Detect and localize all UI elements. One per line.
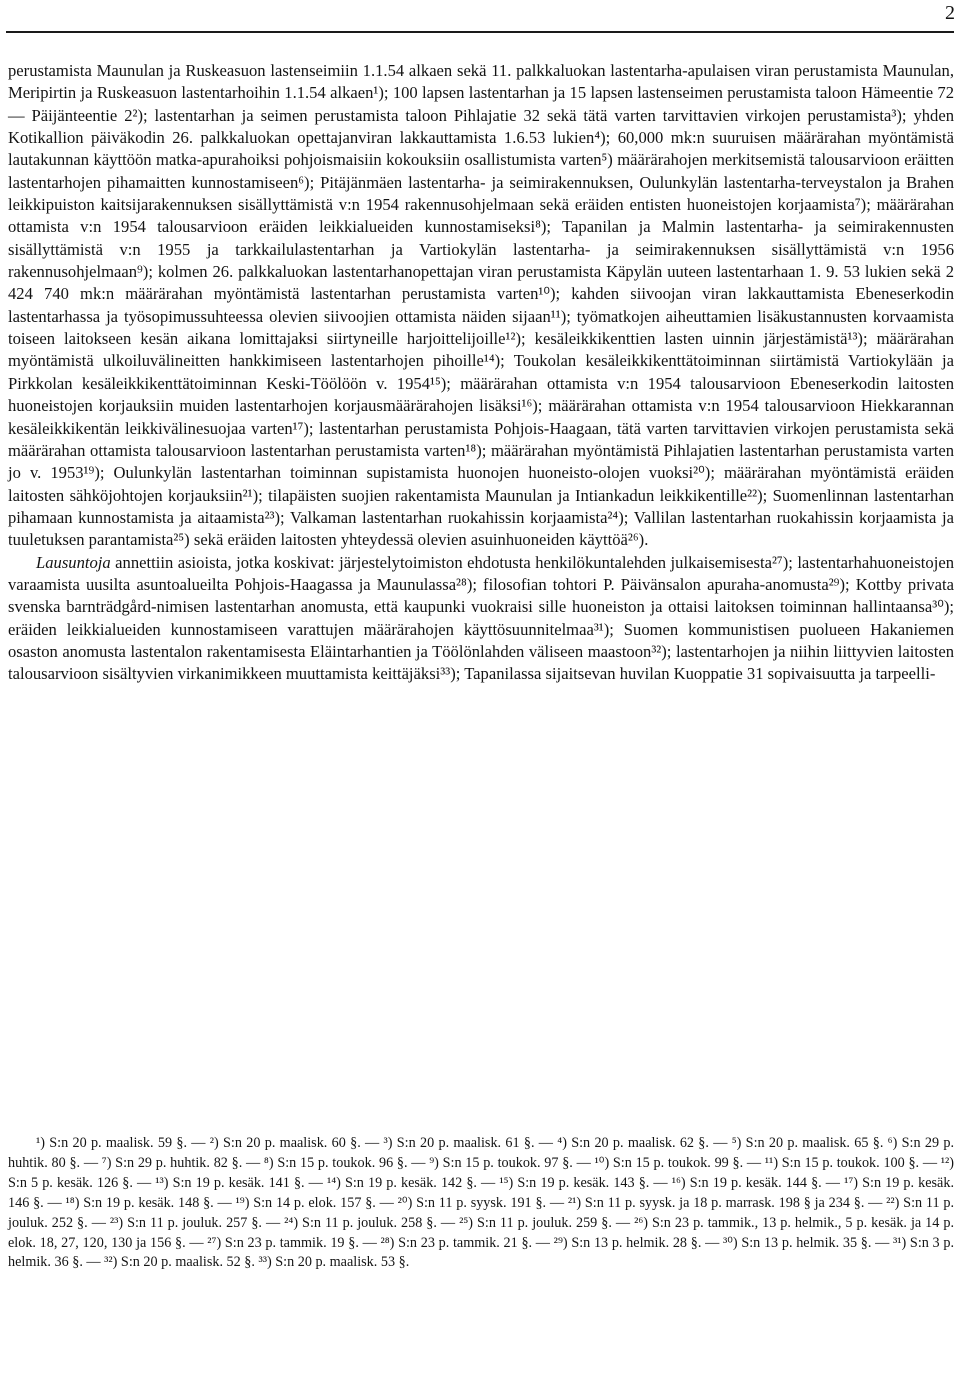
page-number: 2 (945, 2, 955, 24)
footnote-text: ¹) S:n 20 p. maalisk. 59 §. — ²) S:n 20 p. maalisk. 60 §. — ³) S:n 20 p. maalisk. 61 §. — ⁴) S:n 20 p. maalisk. 62 §. — ⁵) S:n 20 p. maalisk. 65 §. ⁶) S:n 29 p. huhtik. 80 §. — ⁷) S:n 29 p. huhtik. 82 §. — ⁸) S:n 15 p. toukok. 96 §. — ⁹) S:n 15 p. toukok. 97 §. — ¹⁰) S:n 15 p. toukok. 99 §. — ¹¹) S:n 15 p. toukok. 100 §. — ¹²) S:n 5 p. kesäk. 126 §. — ¹³) S:n 19 p. kesäk. 141 §. — ¹⁴) S:n 19 p. kesäk. 142 §. — ¹⁵) S:n 19 p. kesäk. 143 §. — ¹⁶) S:n 19 p. kesäk. 144 §. — ¹⁷) S:n 19 p. kesäk. 146 §. — ¹⁸) S:n 19 p. kesäk. 148 §. — ¹⁹) S:n 14 p. elok. 157 §. — ²⁰) S:n 11 p. syysk. 191 §. — ²¹) S:n 11 p. syysk. ja 18 p. marrask. 198 § ja 234 §. — ²²) S:n 11 p. jouluk. 252 §. — ²³) S:n 11 p. jouluk. 257 §. — ²⁴) S:n 11 p. jouluk. 258 §. — ²⁵) S:n 11 p. jouluk. 259 §. — ²⁶) S:n 23 p. tammik., 13 p. helmik., 5 p. kesäk. ja 14 p. elok. 18, 27, 120, 130 ja 156 §. — ²⁷) S:n 23 p. tammik. 19 §. — ²⁸) S:n 23 p. tammik. 21 §. — ²⁹) S:n 13 p. helmik. 28 §. — ³⁰) S:n 13 p. helmik. 35 §. — ³¹) S:n 3 p. helmik. 36 §. — ³²) S:n 20 p. maalisk. 52 §. ³³) S:n 20 p. maalisk. 53 §. (8, 1135, 954, 1271)
paragraph-text: annettiin asioista, jotka koskivat: järjestelytoimiston ehdotusta henkilökuntalehden julkaisemisesta²⁷); lastentarhahuoneistojen varaamista uusilta asuntoalueilta Pohjois-Haagassa ja Maunulassa²⁸); filosofian tohtori P. Päivänsalon apuraha-anomusta²⁹); Kottby privata svenska barnträdgård-nimisen lastentarhan anomusta, että kaupunki vuokraisi sille huoneiston ja ottaisi laitoksen toiminnan hallintaansa³⁰); eräiden leikkialueiden kunnostamiseen varattujen määrärahojen käyttösuunnitelmaa³¹); Suomen kommunistisen puolueen Hakaniemen osaston anomusta lastentalon rakentamisesta Eläintarhantien ja Töölönlahden väliseen maastoon³²); lastentarhojen ja niihin liittyvien laitosten talousarvioon sisältyvien virkanimikkeen muuttamista keittäjäksi³³); Tapanilassa sijaitsevan huvilan Kuoppatie 31 sopivaisuutta ja tarpeelli- (8, 552, 954, 684)
paragraph-lausuntoja (8, 552, 954, 686)
paragraph-lead-word: Lausuntoja (36, 552, 111, 572)
footnotes (8, 1134, 954, 1273)
paragraph-continued: perustamista Maunulan ja Ruskeasuon lastenseimiin 1.1.54 alkaen sekä 11. palkkaluokan lastentarha-apulaisen viran perustamista Maunulan, Meripirtin ja Ruskeasuon lastentarhoihin 1.1.54 alkaen¹); 100 lapsen lastentarhan ja 15 lapsen lastenseimen perustamista taloon Hämeentie 72 — Päijänteentie 2²); lastentarhan ja seimen perustamista taloon Pihlajatie 32 sekä tätä varten tarvittavien virkojen perustamista³); yhden Kotikallion päiväkodin 26. palkkaluokan opettajanviran lakkauttamista 1.6.53 lukien⁴); 60,000 mk:n suuruisen määrärahan myöntämistä lautakunnan käyttöön matka-apurahoiksi pohjoismaisiin kokouksiin osallistumista varten⁵) määrärahojen merkitsemistä talousarvioon eräitten lastentarhojen pihamaitten kunnostamiseen⁶); Pitäjänmäen lastentarha- ja seimirakennuksen, Oulunkylän lastentarha-terveystalon ja Brahen leikkipuiston kaitsijarakennuksen sisällyttämistä v:n 1954 rakennusohjelmaan sekä eräiden entisten huoneistojen korjaamista⁷); määrärahan ottamista v:n 1954 talousarvioon eräiden leikkialueiden kunnostamiseksi⁸); Tapanilan ja Malmin lastentarha- ja seimirakennusten sisällyttämistä v:n 1955 ja tarkkailulastentarhan ja Vartiokylän lastentarha- ja seimirakennuksen sisällyttämistä v:n 1956 rakennusohjelmaan⁹); kolmen 26. palkkaluokan lastentarhanopettajan viran perustamista Käpylän uuteen lastentarhaan 1. 9. 53 lukien sekä 2 424 740 mk:n määrärahan myöntämistä lastentarhan perustamista varten¹⁰); kahden siivoojan viran lakkauttamista Ebeneserkodin lastentarhassa ja työsopimussuhteessa olevien siivoojien ottamista näiden sijaan¹¹); työmatkojen aiheuttamien lisäkustannusten korvaamista toiseen laitokseen kesän aikana lomittajaksi siirtyneille harjoittelijoille¹²); kesäleikkikenttien lasten uinnin järjestämistä¹³); määrärahan myöntämistä ulkoiluvälineitten hankkimiseen lastentarhojen pihoille¹⁴); Toukolan kesäleikkikenttätoiminnan siirtämistä Vartiokylään ja Pirkkolan kesäleikkikenttätoiminnan Keski-Töölöön v. 1954¹⁵); määrärahan ottamista v:n 1954 talousarvioon Ebeneserkodin laitosten huoneistojen korjauksiin muiden lastentarhojen korjausmäärärahojen lisäksi¹⁶); määrärahan ottamista v:n 1954 talousarvioon Hiekkarannan kesäleikkikentän leikkivälinesuojaa varten¹⁷); lastentarhan perustamista Pohjois-Haagaan, tätä varten tarvittavien virkojen perustamista sekä määrärahan ottamista talousarvioon lastentarhan perustamista varten¹⁸); määrärahan myöntämistä Pihlajatien lastentarhan perustamista varten jo v. 1953¹⁹); Oulunkylän lastentarhan toiminnan supistamista huonojen huoneisto-olojen vuoksi²⁰); määrärahan myöntämistä eräiden laitosten sähköjohtojen korjauksiin²¹); tilapäisten suojien rakentamista Maunulan ja Intiankadun leikkikentille²²); Suomenlinnan lastentarhan pihamaan kunnostamista ja aitaamista²³); Valkaman lastentarhan ruokahissin korjaamista²⁴); Vallilan lastentarhan ruokahissin korjaamista ja tuuletuksen parantamista²⁵) sekä eräiden laitosten yhteydessä olevien asuinhuoneiden käyttöä²⁶). (8, 61, 954, 550)
body-text (8, 60, 954, 686)
header-rule (6, 31, 954, 33)
